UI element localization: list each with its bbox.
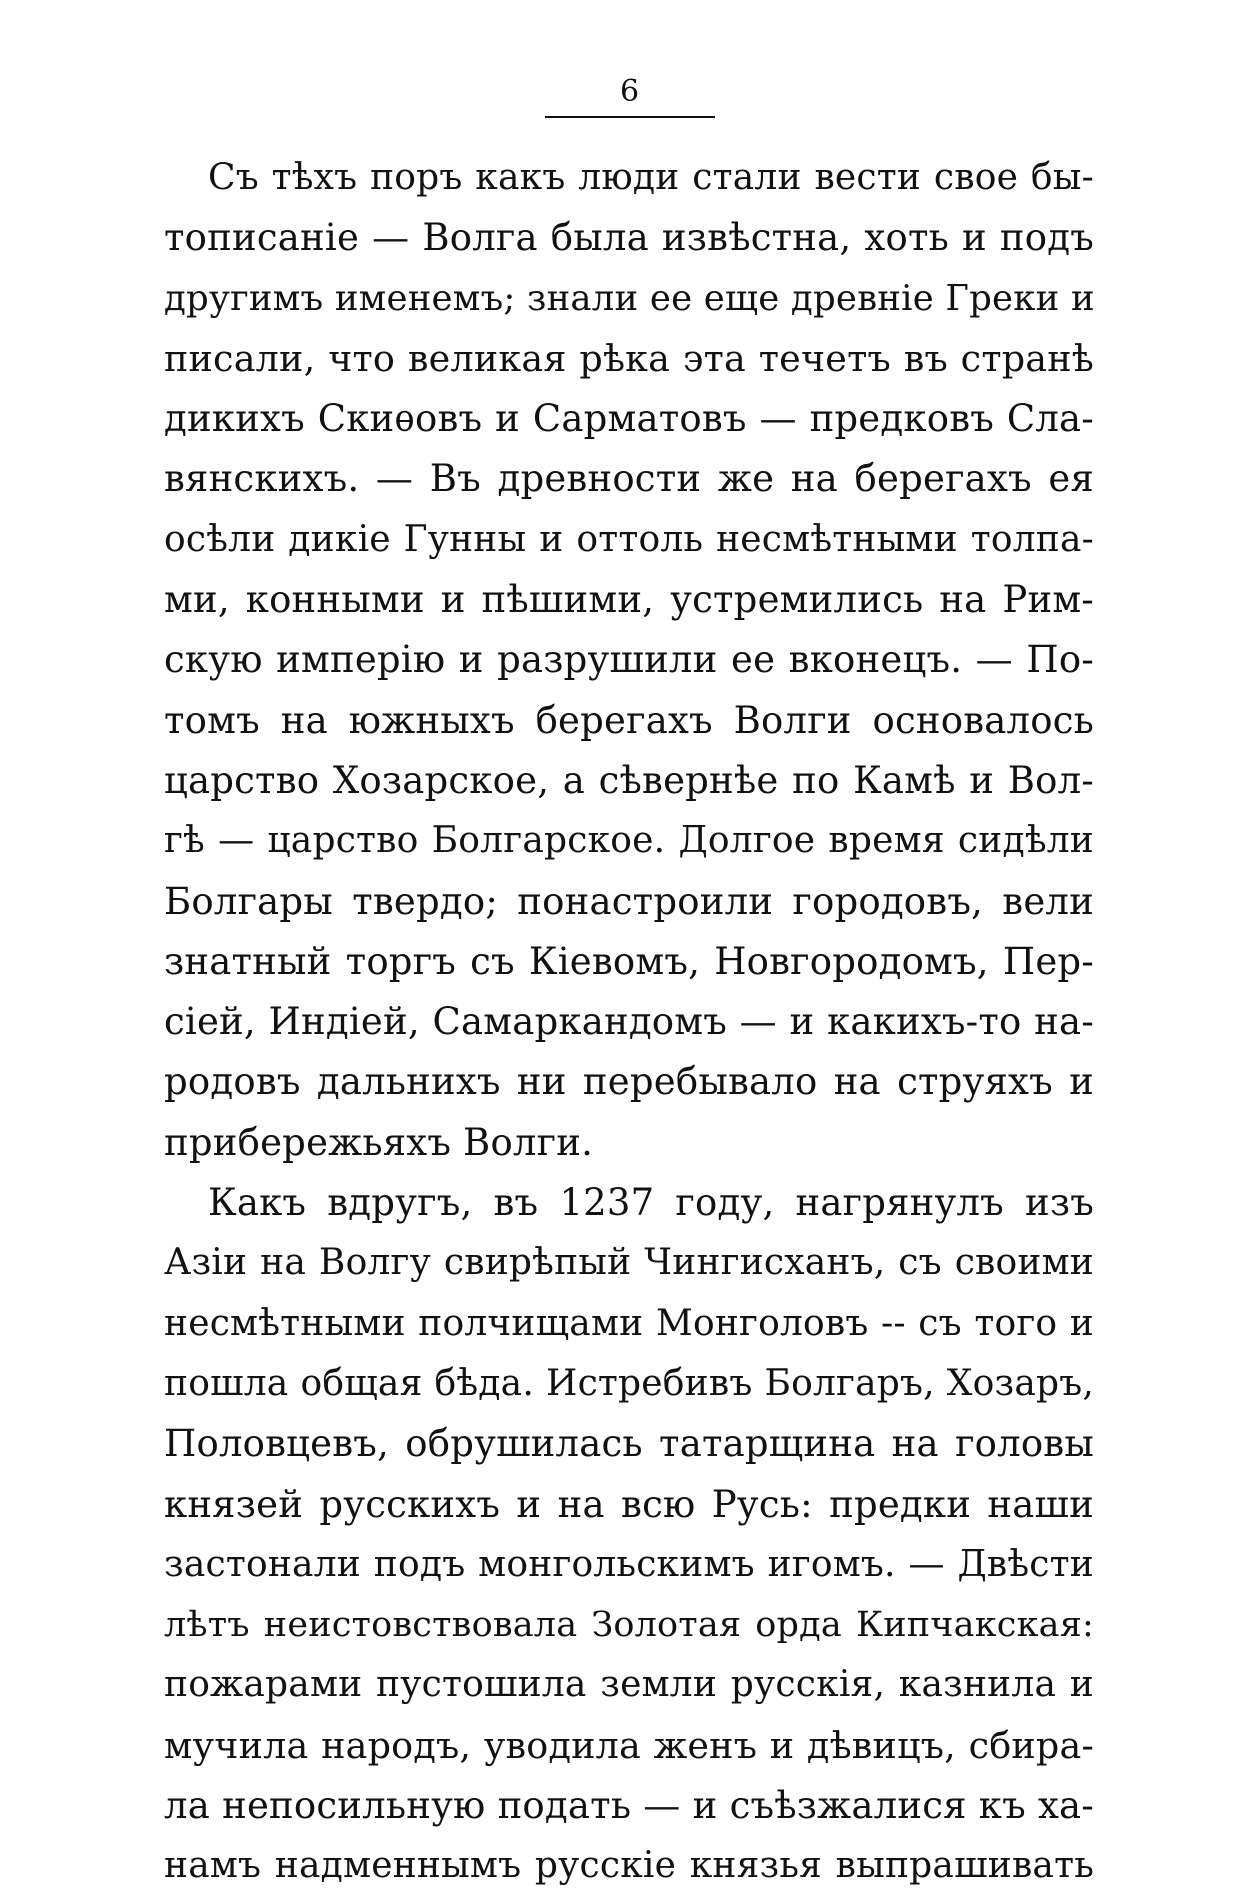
text-line: писали, что великая рѣка эта течетъ въ странѣ [164, 336, 1094, 380]
body-text [164, 148, 1094, 1897]
text-line: Какъ вдругъ, въ 1237 году, нагрянулъ изъ [208, 1181, 1094, 1225]
paragraph-2 [164, 1173, 1094, 1897]
text-line: пошла общая бѣда. Истребивъ Болгаръ, Хозаръ, [164, 1362, 1094, 1404]
text-line: Половцевъ, обрушилась татарщина на головы [164, 1422, 1094, 1466]
text-line: мучила народъ, уводила женъ и дѣвицъ, сбира- [164, 1723, 1094, 1767]
text-line: томъ на южныхъ берегахъ Волги основалось [164, 698, 1094, 742]
text-line: знатный торгъ съ Кіевомъ, Новгородомъ, Пер- [164, 939, 1094, 983]
page-number: 6 [619, 74, 640, 109]
text-line: гѣ — царство Болгарское. Долгое время сидѣли [164, 820, 1094, 862]
text-line: несмѣтными полчищами Монголовъ -- съ того и [164, 1302, 1094, 1344]
text-line: застонали подъ монгольскимъ игомъ. — Двѣсти [164, 1543, 1094, 1585]
text-line: Съ тѣхъ поръ какъ люди стали вести свое бы- [208, 157, 1094, 198]
text-line: ла непосильную подать — и съѣзжалися къ ха- [164, 1784, 1094, 1828]
text-line: пожарами пустошила земли русскія, казнила и [164, 1664, 1094, 1706]
text-line: вянскихъ. — Въ древности же на берегахъ ея [164, 457, 1094, 501]
text-line: Болгары твердо; понастроили городовъ, вели [164, 879, 1094, 923]
text-line: царство Хозарское, а сѣвернѣе по Камѣ и Вол- [164, 758, 1094, 802]
text-line: князей русскихъ и на всю Русь: предки наши [164, 1482, 1094, 1526]
paragraph-1 [164, 148, 1094, 1173]
text-line: лѣтъ неистовствовала Золотая орда Кипчакская: [164, 1605, 1094, 1646]
page-number-rule [545, 116, 715, 118]
text-line: ми, конными и пѣшими, устремились на Рим- [164, 578, 1094, 622]
text-line: родовъ дальнихъ ни перебывало на струяхъ и [164, 1060, 1094, 1104]
text-line: намъ надменнымъ русскіе князья выпрашивать [164, 1845, 1094, 1887]
text-line: Азіи на Волгу свирѣпый Чингисханъ, съ своими [164, 1242, 1094, 1284]
text-line: прибережьяхъ Волги. [164, 1120, 594, 1164]
text-line: другимъ именемъ; знали ее еще древніе Греки и [164, 277, 1095, 319]
text-line: дикихъ Скиѳовъ и Сарматовъ — предковъ Сла- [164, 397, 1094, 441]
text-line: тописаніе — Волга была извѣстна, хоть и подъ [164, 216, 1094, 260]
text-line: осѣли дикіе Гунны и оттоль несмѣтными толпа- [164, 518, 1094, 560]
text-line: скую имперію и разрушили ее вконецъ. — По- [164, 638, 1094, 682]
text-line: сіей, Индіей, Самаркандомъ — и какихъ-то на- [164, 1000, 1094, 1044]
